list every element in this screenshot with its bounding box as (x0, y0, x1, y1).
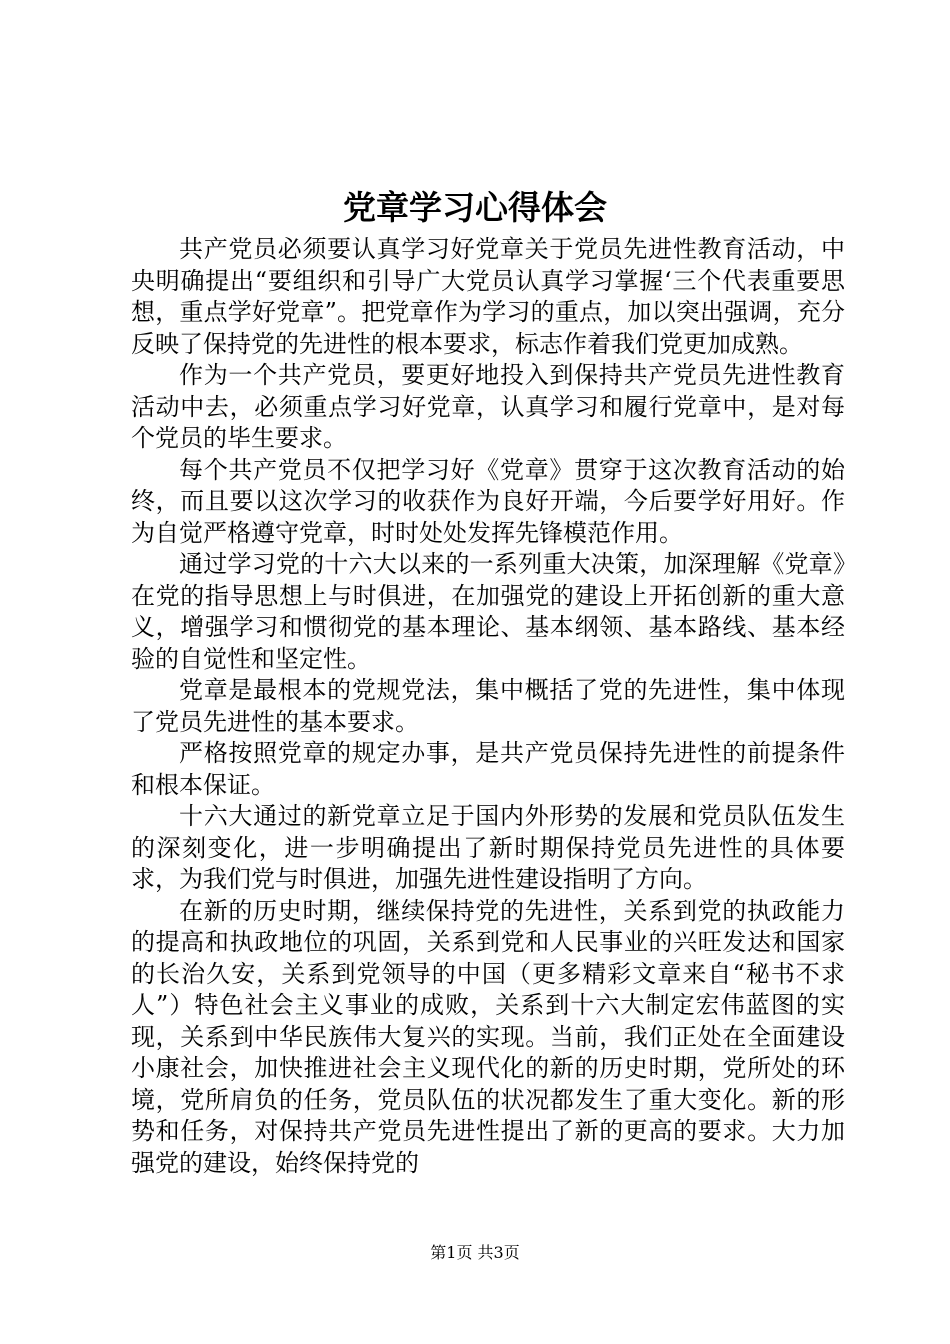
paragraph-7: 十六大通过的新党章立足于国内外形势的发展和党员队伍发生的深刻变化，进一步明确提出了新时期保持党员先进性的具体要求，为我们党与时俱进，加强先进性建设指明了方向。 (131, 802, 845, 893)
paragraph-6: 严格按照党章的规定办事，是共产党员保持先进性的前提条件和根本保证。 (131, 739, 845, 799)
paragraph-5: 党章是最根本的党规党法，集中概括了党的先进性，集中体现了党员先进性的基本要求。 (131, 676, 845, 736)
paragraph-4: 通过学习党的十六大以来的一系列重大决策，加深理解《党章》在党的指导思想上与时俱进，在加强党的建设上开拓创新的重大意义，增强学习和惯彻党的基本理论、基本纲领、基本路线、基本经验的自觉性和坚定性。 (131, 550, 845, 673)
paragraph-1: 共产党员必须要认真学习好党章关于党员先进性教育活动，中央明确提出“要组织和引导广大党员认真学习掌握‘三个代表重要思想，重点学好党章”。把党章作为学习的重点，加以突出强调，充分反映了保持党的先进性的根本要求，标志作着我们党更加成熟。 (131, 235, 845, 358)
document-body (131, 234, 845, 1179)
document-title: 党章学习心得体会 (343, 188, 607, 227)
page-number-footer: 第1页 共3页 (430, 1243, 520, 1262)
paragraph-3: 每个共产党员不仅把学习好《党章》贯穿于这次教育活动的始终，而且要以这次学习的收获作为良好开端，今后要学好用好。作为自觉严格遵守党章，时时处处发挥先锋模范作用。 (131, 455, 845, 547)
paragraph-2: 作为一个共产党员，要更好地投入到保持共产党员先进性教育活动中去，必须重点学习好党章，认真学习和履行党章中，是对每个党员的毕生要求。 (131, 361, 845, 452)
paragraph-8: 在新的历史时期，继续保持党的先进性，关系到党的执政能力的提高和执政地位的巩固，关系到党和人民事业的兴旺发达和国家的长治久安，关系到党领导的中国（更多精彩文章来自“秘书不求人”）特色社会主义事业的成败，关系到十六大制定宏伟蓝图的实现，关系到中华民族伟大复兴的实现。当前，我们正处在全面建设小康社会，加快推进社会主义现代化的新的历史时期，党所处的环境，党所肩负的任务，党员队伍的状况都发生了重大变化。新的形势和任务，对保持共产党员先进性提出了新的更高的要求。大力加强党的建设，始终保持党的 (131, 896, 845, 1177)
